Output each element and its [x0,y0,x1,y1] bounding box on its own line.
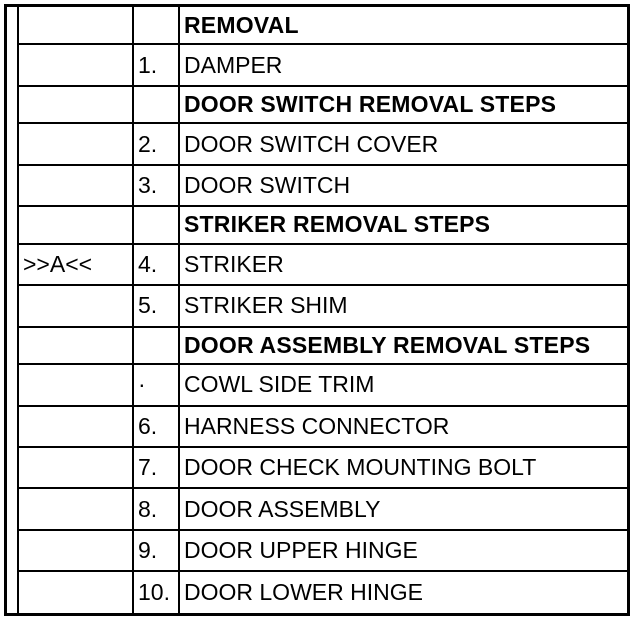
section-heading: REMOVAL [179,7,627,44]
table-row [19,206,627,243]
ref-cell [19,406,133,447]
ref-cell [19,44,133,85]
table-row [19,285,627,326]
table-row [19,44,627,85]
step-description: DAMPER [179,44,627,85]
table-row [19,488,627,529]
removal-steps-table [4,4,630,616]
step-description: COWL SIDE TRIM [179,364,627,405]
ref-cell [19,7,133,44]
step-number [133,7,179,44]
section-heading: STRIKER REMOVAL STEPS [179,206,627,243]
step-description: DOOR ASSEMBLY [179,488,627,529]
table-row [19,327,627,364]
step-number: 3. [133,165,179,206]
step-description: DOOR LOWER HINGE [184,579,423,606]
step-description: HARNESS CONNECTOR [179,406,627,447]
table-row [19,123,627,164]
step-description: STRIKER SHIM [179,285,627,326]
ref-cell: >>A<< [19,244,133,285]
step-description: DOOR UPPER HINGE [179,530,627,571]
step-number: 9. [133,530,179,571]
section-heading: DOOR ASSEMBLY REMOVAL STEPS [179,327,627,364]
table-row [19,530,627,571]
ref-cell [19,206,133,243]
step-description: DOOR SWITCH COVER [179,123,627,164]
step-number: 4. [133,244,179,285]
ref-cell [19,571,133,613]
ref-cell [19,123,133,164]
step-number: 2. [133,123,179,164]
step-number: 6. [133,406,179,447]
step-description: STRIKER [179,244,627,285]
step-number [133,327,179,364]
step-number: 5. [133,285,179,326]
ref-cell [19,447,133,488]
step-number: 1. [133,44,179,85]
ref-cell [19,165,133,206]
ref-cell [19,488,133,529]
table-row [19,7,627,44]
table-row [19,406,627,447]
step-number: 7. [133,447,179,488]
table-row [19,86,627,123]
table-row [19,364,627,405]
ref-cell [19,364,133,405]
step-description: DOOR CHECK MOUNTING BOLT [179,447,627,488]
ref-cell [19,285,133,326]
section-heading: DOOR SWITCH REMOVAL STEPS [179,86,627,123]
step-number: 10. [133,571,179,613]
removal-steps-grid [19,7,627,613]
table-row [19,244,627,285]
step-number: 8. [133,488,179,529]
step-number [133,206,179,243]
table-row [19,165,627,206]
ref-cell [19,327,133,364]
step-number [133,86,179,123]
step-description: DOOR SWITCH [179,165,627,206]
ref-cell [19,530,133,571]
step-number: · [133,364,179,405]
ref-cell [19,86,133,123]
table-row [19,447,627,488]
table-row [19,571,627,613]
